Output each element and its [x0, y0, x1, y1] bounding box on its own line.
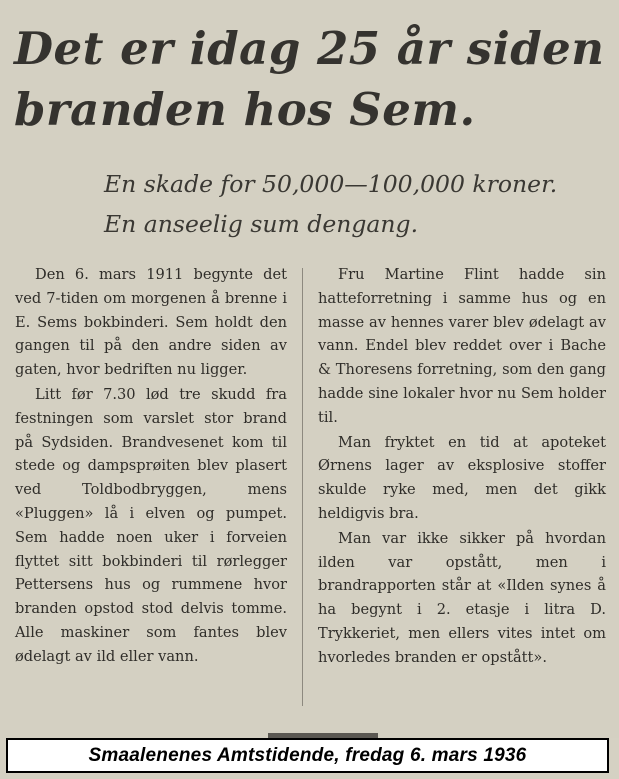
- subheadline-line-1: En skade for 50,000—100,000 kroner.: [104, 170, 558, 198]
- headline-line-1: Det er idag 25 år siden: [14, 22, 605, 75]
- column-divider: [302, 268, 303, 706]
- subheadline-line-2: En anseelig sum dengang.: [104, 210, 419, 238]
- headline: [14, 18, 614, 140]
- article-column-left: [15, 263, 287, 670]
- paragraph: Den 6. mars 1911 begynte det ved 7-tiden om morgenen å brenne i E. Sems bokbinderi. Sem holdt den gangen til på den andre siden av gaten, hvor bedriften nu ligger.: [15, 266, 287, 379]
- source-caption: Smaalenenes Amtstidende, fredag 6. mars 1936: [88, 744, 527, 766]
- paragraph: Litt før 7.30 lød tre skudd fra festningen som varslet stor brand på Sydsiden. Brandvesenet kom til stede og dampsprøiten blev plasert ved Toldbodbryggen, mens «Pluggen» lå i elven og pumpet. Sem hadde noen uker i forveien flyttet sitt bokbinderi til rørlegger Pettersens hus og rummene hvor branden opstod stod delvis tomme. Alle maskiner som fantes blev ødelagt av ild eller vann.: [15, 385, 287, 665]
- paragraph: Fru Martine Flint hadde sin hatteforretning i samme hus og en masse av hennes varer blev ødelagt av vann. Endel blev reddet over i Bache & Thoresens forretning, som den gang hadde sine lokaler hvor nu Sem holder til.: [318, 266, 606, 426]
- article-column-right: [318, 263, 606, 671]
- paragraph: Man var ikke sikker på hvordan ilden var opstått, men i brandrapporten står at «Ilden synes å ha begynt i 2. etasje i litra D. Trykkeriet, men ellers vites intet om hvorledes branden er opstått».: [318, 529, 606, 666]
- headline-line-2: branden hos Sem.: [14, 83, 476, 136]
- paragraph: Man fryktet en tid at apoteket Ørnens lager av eksplosive stoffer skulde ryke med, men det gikk heldigvis bra.: [318, 433, 606, 522]
- caption-box: [6, 738, 609, 773]
